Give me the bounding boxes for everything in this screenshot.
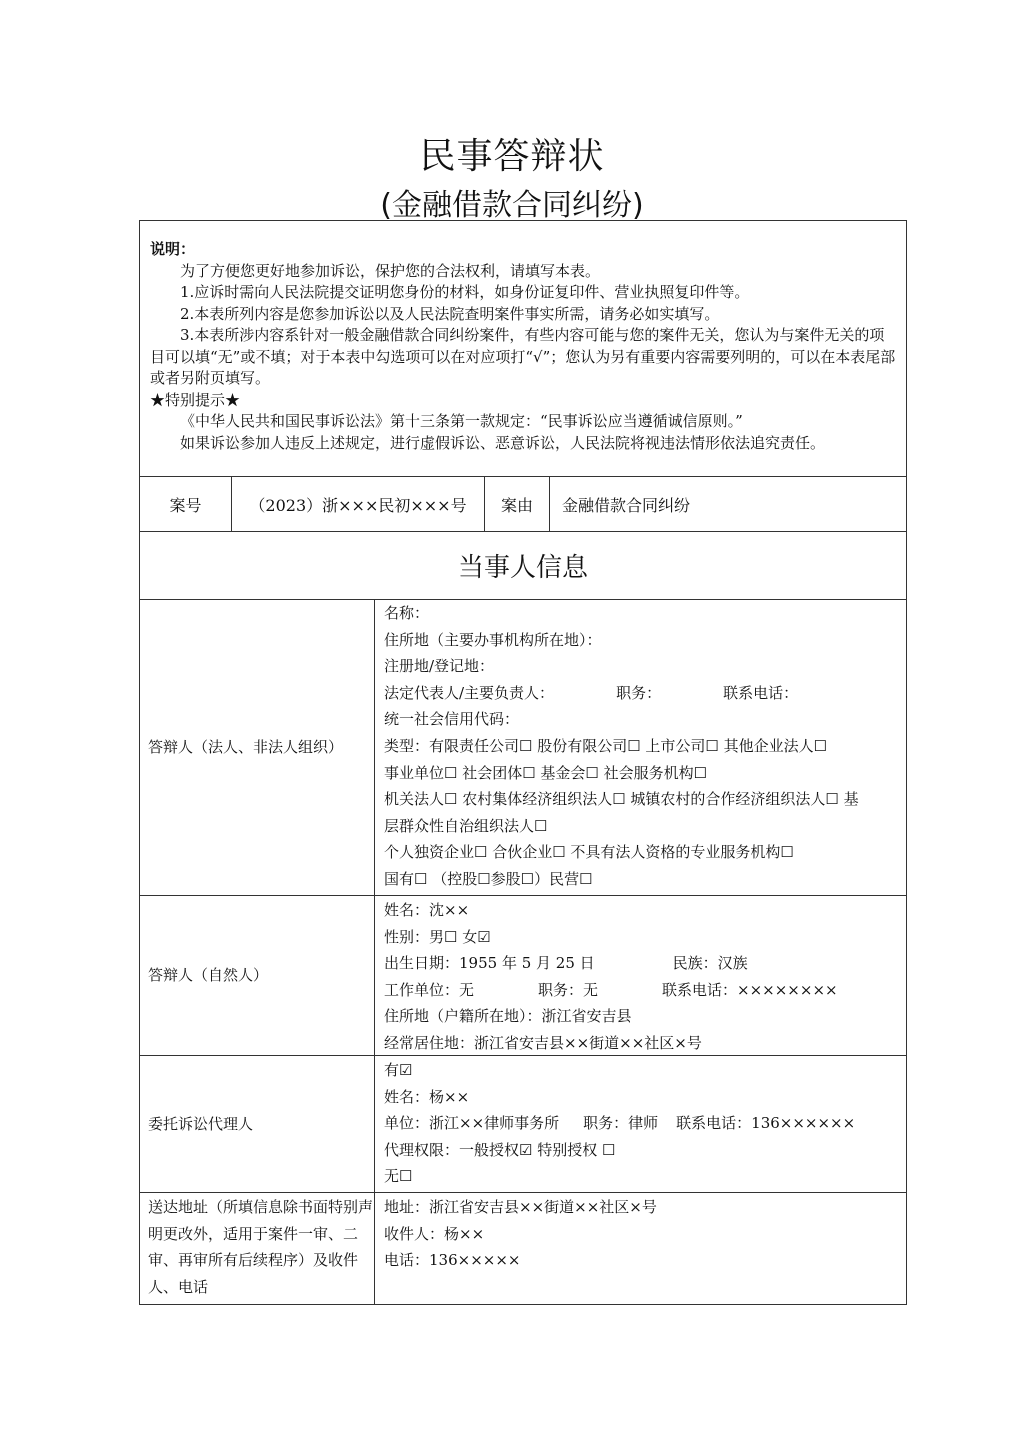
special-notice-line: 如果诉讼参加人违反上述规定，进行虚假诉讼、恶意诉讼，人民法院将视违法情形依法追究责任。: [180, 433, 826, 452]
org-name-field: 名称：: [384, 604, 430, 622]
service-address-label: 送达地址（所填信息除书面特别声明更改外，适用于案件一审、二审、再审所有后续程序）及收件人、电话: [140, 1193, 375, 1304]
instructions-section: [140, 221, 906, 477]
person-ethnic-field: 民族：汉族: [672, 954, 748, 973]
instruction-line: 2.本表所列内容是您参加诉讼以及人民法院查明案件事实所需，请务必如实填写。: [180, 304, 720, 323]
org-defendant-fields: [375, 600, 906, 895]
agent-none-checkbox[interactable]: 无☐: [384, 1167, 413, 1186]
org-credit-code-field: 统一社会信用代码：: [384, 710, 520, 729]
org-ownership-line: 国有☐ （控股☐参股☐）民营☐: [384, 869, 593, 888]
agent-unit-line: [384, 1110, 902, 1137]
org-type-line: 个人独资企业☐ 合伙企业☐ 不具有法人资格的专业服务机构☐: [384, 843, 794, 862]
service-recipient-field: 收件人：杨××: [384, 1224, 485, 1243]
service-address-field: 地址：浙江省安吉县××街道××社区×号: [384, 1198, 657, 1216]
instruction-line: 3.本表所涉内容系针对一般金融借款合同纠纷案件，有些内容可能与您的案件无关，您认为与案件无关的项目可以填“无”或不填；对于本表中勾选项可以在对应项打“√”；您认为另有重要内容需要列明的，可以在本表尾部或者另附页填写。: [150, 326, 896, 387]
person-phone-field: 联系电话：××××××××: [662, 980, 838, 999]
case-cause-value: 金融借款合同纠纷: [562, 495, 691, 515]
case-number-label: 案号: [140, 477, 232, 531]
instruction-line: 1.应诉时需向人民法院提交证明您身份的材料，如身份证复印件、营业执照复印件等。: [180, 283, 750, 301]
agent-authority-field[interactable]: 代理权限：一般授权☑ 特别授权 ☐: [384, 1140, 616, 1159]
instructions-heading: 说明：: [150, 240, 196, 258]
defense-form: [139, 220, 907, 1305]
instruction-line: 为了方便您更好地参加诉讼，保护您的合法权利，请填写本表。: [180, 261, 601, 280]
agent-row: [140, 1056, 906, 1193]
special-notice-heading: ★特别提示★: [150, 390, 241, 409]
case-info-row: [140, 477, 906, 532]
person-defendant-fields: [375, 896, 906, 1055]
person-defendant-label: 答辩人（自然人）: [140, 896, 375, 1055]
party-info-heading: 当事人信息: [140, 532, 906, 600]
rep-label: 法定代表人/主要负责人：: [384, 683, 555, 702]
agent-fields: [375, 1056, 906, 1192]
service-address-row: [140, 1193, 906, 1304]
agent-unit-field: 单位：浙江××律师事务所: [384, 1114, 560, 1133]
org-address-field: 住所地（主要办事机构所在地）：: [384, 630, 602, 649]
person-title-field: 职务：无: [538, 980, 599, 999]
agent-has-checkbox[interactable]: 有☑: [384, 1061, 413, 1079]
org-type-line: 事业单位☐ 社会团体☐ 基金会☐ 社会服务机构☐: [384, 763, 708, 782]
document-subtitle: (金融借款合同纠纷): [380, 188, 644, 223]
rep-title: 职务：: [616, 683, 662, 702]
org-registration-field: 注册地/登记地：: [384, 657, 495, 676]
org-type-line: 类型：有限责任公司☐ 股份有限公司☐ 上市公司☐ 其他企业法人☐: [384, 736, 828, 755]
person-residence-field: 经常居住地：浙江省安吉县××街道××社区×号: [384, 1033, 702, 1052]
person-domicile-field: 住所地（户籍所在地）：浙江省安吉县: [384, 1007, 632, 1026]
person-birth-field: 出生日期：1955 年 5 月 25 日: [384, 954, 595, 973]
person-work-field: 工作单位：无: [384, 980, 475, 999]
agent-phone-field: 联系电话：136××××××: [676, 1114, 856, 1133]
agent-label: 委托诉讼代理人: [140, 1056, 375, 1192]
case-cause-label: 案由: [485, 477, 550, 531]
service-phone-field: 电话：136×××××: [384, 1251, 521, 1270]
org-defendant-label: 答辩人（法人、非法人组织）: [140, 600, 375, 895]
person-birth-line: [384, 950, 902, 977]
agent-name-field: 姓名：杨××: [384, 1087, 470, 1106]
case-number-value: （2023）浙×××民初×××号: [232, 477, 485, 531]
agent-title-field: 职务：律师: [583, 1114, 659, 1133]
person-gender-field: 性别：男☐ 女☑: [384, 927, 491, 946]
org-representative-field: [384, 680, 902, 707]
service-address-fields: [375, 1193, 906, 1304]
rep-phone: 联系电话：: [723, 683, 799, 702]
person-name-field: 姓名：沈××: [384, 901, 470, 919]
org-defendant-row: [140, 600, 906, 896]
org-type-line: 机关法人☐ 农村集体经济组织法人☐ 城镇农村的合作经济组织法人☐ 基: [384, 790, 859, 809]
person-work-line: [384, 977, 902, 1004]
org-type-line: 层群众性自治组织法人☐: [384, 816, 548, 835]
person-defendant-row: [140, 896, 906, 1056]
special-notice-line: 《中华人民共和国民事诉讼法》第十三条第一款规定：“民事诉讼应当遵循诚信原则。”: [180, 412, 743, 430]
document-title: 民事答辩状: [419, 136, 605, 177]
